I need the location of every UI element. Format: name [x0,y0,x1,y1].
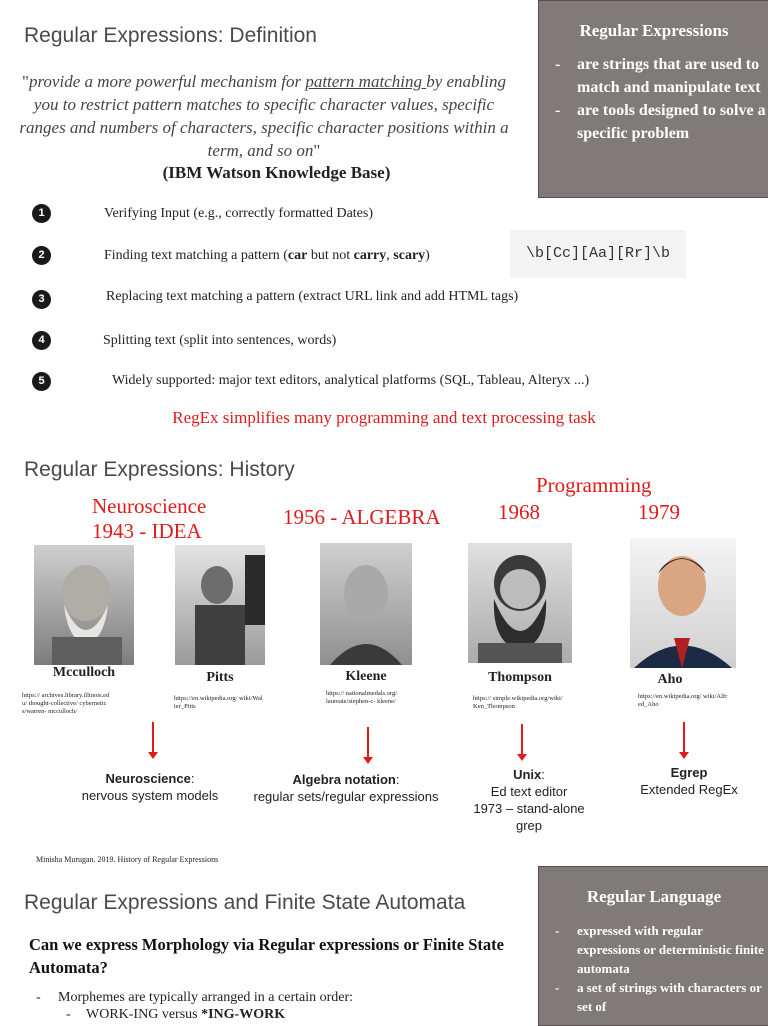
number-badge-3: 3 [32,290,51,309]
portrait-icon [630,538,736,668]
source-link[interactable]: https://en.wikipedia.org/ wiki/Walter_Pitts [174,695,263,710]
regex-box-heading: Regular Expressions [579,21,729,40]
person-name: Thompson [488,670,552,685]
source-link[interactable]: https://en.wikipedia.org/ wiki/Alfred_Aho [638,693,728,708]
quote-source: (IBM Watson Knowledge Base) [162,163,391,182]
portrait-icon [175,545,265,665]
arrowhead-icon [148,752,158,759]
thompson-photo [468,543,572,663]
pitts-photo [175,545,265,665]
timeline-arrow [367,727,369,757]
regex-box-item: - are strings that are used to match and manipulate text [555,56,761,96]
era-algebra: 1956 - ALGEBRA [283,505,441,529]
section-title-definition: Regular Expressions: Definition [24,24,317,47]
arrowhead-icon [517,754,527,761]
regular-language-item: - expressed with regular expressions or deterministic finite automata [555,923,764,976]
list-item: Finding text matching a pattern (car but not carry, scary) [104,248,430,263]
year-1968: 1968 [498,500,540,524]
timeline-arrow [521,724,523,754]
desc-neuroscience: Neuroscience: nervous system models [81,771,219,803]
regex-summary-statement: RegEx simplifies many programming and text processing task [172,408,596,427]
person-name: Pitts [206,670,234,685]
aho-photo [630,538,736,668]
list-item: Replacing text matching a pattern (extract URL link and add HTML tags) [106,289,519,304]
arrowhead-icon [679,752,689,759]
portrait-icon [468,543,572,663]
era-neuroscience: Neuroscience 1943 - IDEA [92,494,207,543]
regex-box-item: - are tools designed to solve a specific problem [555,102,766,142]
list-item: Splitting text (split into sentences, words) [103,333,337,348]
regular-language-box [538,866,768,1026]
kleene-photo [320,543,412,665]
regular-language-heading: Regular Language [586,887,722,906]
number-badge-2: 2 [32,246,51,265]
mcculloch-photo [34,545,134,665]
person-name: Mcculloch [52,665,116,680]
number-badge-4: 4 [32,331,51,350]
list-item: Widely supported: major text editors, analytical platforms (SQL, Tableau, Alteryx ...) [112,373,590,388]
person-name: Aho [657,672,683,687]
bullet-morphemes: - Morphemes are typically arranged in a certain order: [36,990,354,1005]
desc-egrep: Egrep Extended RegEx [640,765,738,797]
section-title-fsa: Regular Expressions and Finite State Automata [24,891,466,914]
portrait-icon [34,545,134,665]
desc-algebra: Algebra notation: regular sets/regular expressions [253,772,439,804]
source-link[interactable]: https:// archives.library.illinois.edu/ thought-collective/ cybernetics/warren- mcculloch/ [22,692,110,715]
section-title-history: Regular Expressions: History [24,458,295,481]
desc-unix: Unix: Ed text editor 1973 – stand-alone grep [473,767,585,833]
timeline-arrow [683,722,685,752]
definition-quote: "provide a more powerful mechanism for pattern matching by enabling you to restrict pattern matches to specific character values, specific ranges and numbers of characters, specific character positions within a term, and so on" [19,72,509,160]
source-link[interactable]: https:// nationalmedals.org/ laureate/stephen-c- kleene/ [326,690,398,705]
regular-language-list [539,921,768,1016]
regex-code-sample: \b[Cc][Aa][Rr]\b [510,230,686,278]
timeline-arrow [152,722,154,752]
fsa-question: Can we express Morphology via Regular expressions or Finite State Automata? [29,935,504,977]
source-link[interactable]: https:// simple.wikipedia.org/wiki/ Ken_Thompson [473,695,563,710]
portrait-icon [320,543,412,665]
list-item: Verifying Input (e.g., correctly formatted Dates) [104,206,374,221]
era-programming: Programming [536,473,652,497]
history-citation: Minisha Murugan. 2019. History of Regular Expressions [36,855,219,864]
person-name: Kleene [345,669,387,684]
arrowhead-icon [363,757,373,764]
regex-box-list [539,53,768,145]
number-badge-1: 1 [32,204,51,223]
regex-summary-box [538,0,768,198]
regular-language-item: - a set of strings with characters or set of [555,980,762,1014]
sub-bullet-example: - WORK-ING versus *ING-WORK [66,1007,286,1022]
number-badge-5: 5 [32,372,51,391]
year-1979: 1979 [638,500,680,524]
